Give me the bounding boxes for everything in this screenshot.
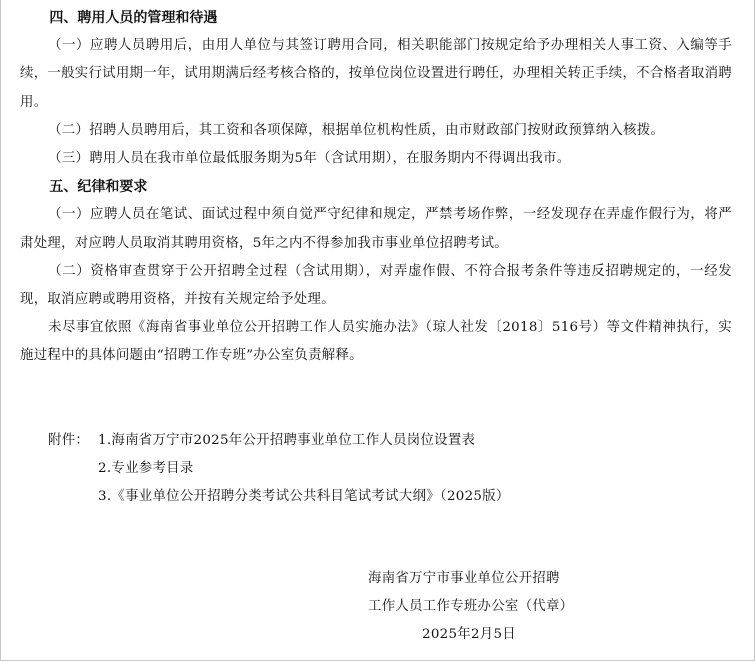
paragraph-contract: （一）应聘人员聘用后，由用人单位与其签订聘用合同，相关职能部门按规定给予办理相关人事工资、入编等手续，一般实行试用期一年，试用期满后经考核合格的，按单位岗位设置进行聘任，办理相关转正手续，不合格者取消聘用。 [20, 38, 732, 110]
signature-block [368, 565, 573, 649]
signature-date: 2025年2月5日 [422, 627, 516, 642]
attachments-label: 附件： [48, 433, 90, 448]
paragraph-salary: （二）招聘人员聘用后，其工资和各项保障，根据单位机构性质，由市财政部门按财政预算纳入核拨。 [48, 122, 665, 138]
paragraph-qualification-review: （二）资格审查贯穿于公开招聘全过程（含试用期），对弄虚作假、不符合报考条件等违反招聘规定的，一经发现，取消应聘或聘用资格，并按有关规定给予处理。 [20, 263, 732, 308]
document-body [20, 4, 732, 371]
attachments-list [48, 427, 510, 511]
signature-org-line1: 海南省万宁市事业单位公开招聘 [368, 571, 560, 586]
section-heading-discipline: 五、纪律和要求 [49, 179, 148, 196]
attachment-item [48, 483, 510, 511]
paragraph-exam-discipline: （一）应聘人员在笔试、面试过程中须自觉严守纪律和规定，严禁考场作弊，一经发现存在弄虚作假行为，将严肃处理，对应聘人员取消其聘用资格，5年之内不得参加我市事业单位招聘考试。 [20, 207, 732, 251]
signature-org-line2: 工作人员工作专班办公室（代章） [368, 599, 574, 614]
paragraph-unfinished-matters: 未尽事宜依照《海南省事业单位公开招聘工作人员实施办法》（琼人社发〔2018〕516号）等文件精神执行，实施过程中的具体问题由“招聘工作专班”办公室负责解释。 [20, 320, 732, 364]
attachment-2-link[interactable]: 2.专业参考目录 [98, 461, 194, 476]
section-heading-management: 四、聘用人员的管理和待遇 [49, 10, 218, 26]
attachment-item [48, 427, 510, 455]
attachment-item [48, 455, 510, 483]
attachment-1-link[interactable]: 1.海南省万宁市2025年公开招聘事业单位工作人员岗位设置表 [98, 433, 476, 448]
attachment-3-link[interactable]: 3.《事业单位公开招聘分类考试公共科目笔试考试大纲》（2025版） [98, 489, 510, 504]
paragraph-service-period: （三）聘用人员在我市单位最低服务期为5年（含试用期），在服务期内不得调出我市。 [48, 151, 571, 167]
